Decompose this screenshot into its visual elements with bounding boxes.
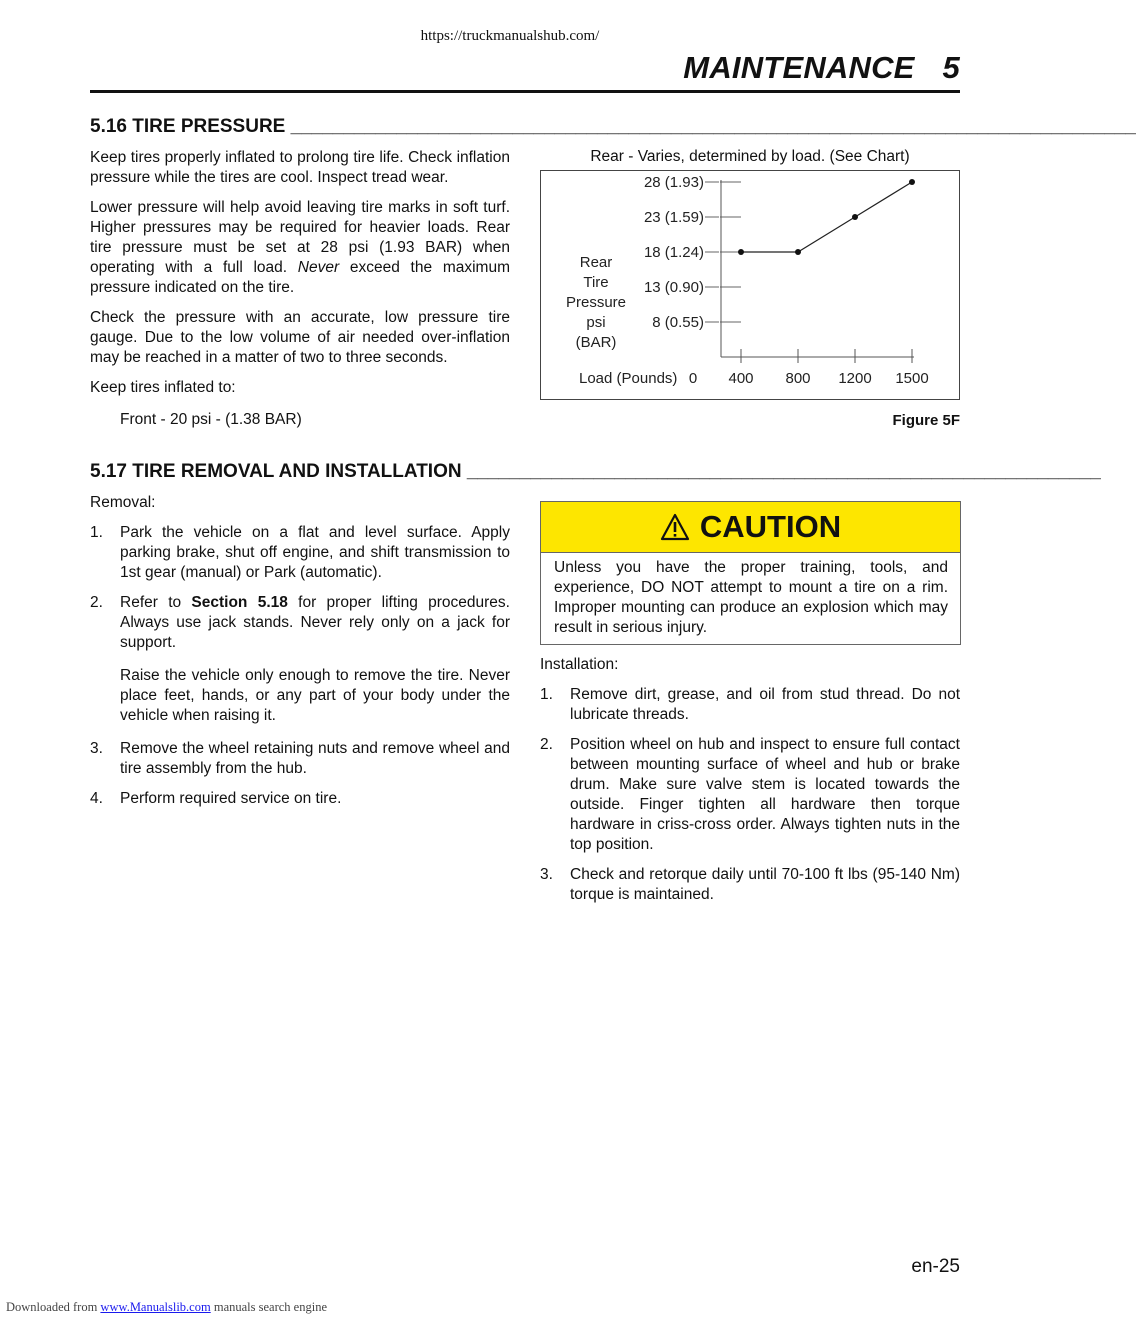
data-point — [852, 214, 858, 220]
header-rule — [90, 90, 960, 93]
data-point — [738, 249, 744, 255]
list-number: 2. — [90, 594, 103, 611]
footer-prefix: Downloaded from — [6, 1300, 101, 1314]
section-5-16-heading — [90, 116, 1136, 138]
list-text: Position wheel on hub and inspect to ensure full contact between mounting surface of wheel and hub or brake drum. Make sure valve stem is located towards the outside. Finger tighten all hardware then torque hardware in criss-cross order. Always tighten nuts in the top position. — [570, 736, 960, 853]
list-item — [90, 593, 510, 653]
caution-box — [540, 501, 961, 645]
warning-triangle-icon — [660, 513, 690, 541]
list-text-pre: Refer to — [120, 594, 192, 611]
heading-underline: ____________________________________________________________ — [466, 461, 1101, 482]
list-text: Perform required service on tire. — [120, 790, 342, 807]
list-item — [540, 735, 960, 855]
x-tick-label: 1500 — [895, 370, 929, 387]
paragraph-pressure-emphasis: Never — [297, 259, 340, 276]
list-item — [540, 865, 960, 905]
removal-label: Removal: — [90, 494, 156, 511]
y-label-line: psi — [586, 314, 606, 331]
series-line — [741, 182, 912, 252]
chapter-title — [683, 50, 960, 86]
list-text — [120, 593, 510, 653]
y-tick-label: 13 (0.90) — [643, 279, 704, 296]
paragraph-inflation: Keep tires properly inflated to prolong tire life. Check inflation pressure while the tires are cool. Inspect tread wear. — [90, 149, 510, 186]
list-number: 4. — [90, 790, 103, 807]
page-number: en-25 — [911, 1256, 960, 1277]
y-label-line: Rear — [579, 254, 613, 271]
x-tick-label: 800 — [785, 370, 811, 387]
list-number: 2. — [540, 736, 553, 753]
list-number: 1. — [540, 686, 553, 703]
list-text: Check and retorque daily until 70-100 ft lbs (95-140 Nm) torque is maintained. — [570, 866, 960, 903]
list-item — [90, 523, 510, 583]
chart-y-ticks — [644, 174, 741, 331]
x-tick-label: 0 — [688, 370, 698, 387]
list-number: 3. — [90, 740, 103, 757]
y-label-line: (BAR) — [575, 334, 617, 351]
section-5-16-body — [90, 148, 510, 430]
x-tick-label: 400 — [728, 370, 754, 387]
x-tick-label: 1200 — [838, 370, 872, 387]
pressure-chart-frame — [540, 170, 960, 400]
list-item — [540, 685, 960, 725]
chart-series — [738, 179, 915, 255]
footer-tagline: manuals search engine — [210, 1300, 327, 1314]
removal-note: Raise the vehicle only enough to remove the tire. Never place feet, hands, or any part of your body under the vehicle when raising it. — [120, 667, 510, 724]
manualslib-link[interactable]: www.Manualslib.com — [100, 1300, 211, 1314]
chart-y-label — [566, 254, 626, 351]
chapter-title-text: MAINTENANCE — [683, 50, 915, 85]
paragraph-pressure — [90, 198, 510, 298]
source-url[interactable]: https://truckmanualshub.com/ — [420, 28, 600, 44]
list-text-post: for proper lifting procedures. Always use jack stands. Never rely only on a jack for support. — [120, 594, 510, 651]
caution-text: Unless you have the proper training, tools, and experience, DO NOT attempt to mount a tire on a rim. Improper mounting can produce an explosion which may result in serious injury. — [554, 559, 948, 636]
download-footer — [6, 1300, 327, 1315]
chart-x-label: Load (Pounds) — [579, 370, 678, 387]
y-tick-label: 28 (1.93) — [643, 174, 704, 191]
figure-label: Figure 5F — [892, 412, 960, 429]
section-5-17-title: 5.17 TIRE REMOVAL AND INSTALLATION — [90, 461, 462, 482]
removal-section — [90, 493, 510, 809]
list-text: Park the vehicle on a flat and level surface. Apply parking brake, shut off engine, and shift transmission to 1st gear (manual) or Park (automatic). — [120, 524, 510, 581]
y-tick-label: 18 (1.24) — [643, 244, 704, 261]
data-point — [909, 179, 915, 185]
section-5-16-title: 5.16 TIRE PRESSURE — [90, 116, 286, 137]
list-number: 1. — [90, 524, 103, 541]
list-item — [90, 789, 510, 809]
data-point — [795, 249, 801, 255]
caution-header — [541, 502, 960, 553]
heading-underline: ________________________________________________________________________________ — [290, 116, 1136, 137]
chapter-number: 5 — [942, 50, 960, 85]
list-number: 3. — [540, 866, 553, 883]
y-label-line: Tire — [583, 274, 609, 291]
paragraph-inflate-to: Keep tires inflated to: — [90, 379, 236, 396]
paragraph-pressure-a: Lower pressure will help avoid leaving tire marks in soft turf. Higher pressures may be required for heavier loads. Rear tire pressure must be set at 28 psi (1.93 BAR) when operating with a full load. — [90, 199, 510, 276]
caution-title: CAUTION — [699, 509, 842, 544]
installation-section — [540, 655, 960, 905]
y-tick-label: 8 (0.55) — [652, 314, 704, 331]
section-5-18-reference: Section 5.18 — [191, 594, 288, 611]
y-label-line: Pressure — [565, 294, 627, 311]
installation-label: Installation: — [540, 656, 619, 673]
pressure-chart — [541, 171, 959, 399]
chart-x-ticks — [689, 349, 929, 387]
paragraph-gauge: Check the pressure with an accurate, low pressure tire gauge. Due to the low volume of air needed over-inflation may be reached in a matter of two to three seconds. — [90, 309, 510, 366]
list-text: Remove dirt, grease, and oil from stud thread. Do not lubricate threads. — [570, 686, 960, 723]
list-item — [90, 739, 510, 779]
chart-caption: Rear - Varies, determined by load. (See Chart) — [590, 148, 910, 165]
front-pressure: Front - 20 psi - (1.38 BAR) — [120, 411, 302, 428]
list-text: Remove the wheel retaining nuts and remove wheel and tire assembly from the hub. — [120, 740, 510, 777]
y-tick-label: 23 (1.59) — [643, 209, 704, 226]
section-5-17-heading — [90, 461, 1101, 483]
paragraph-pressure-b: exceed the maximum pressure indicated on the tire. — [90, 259, 510, 296]
